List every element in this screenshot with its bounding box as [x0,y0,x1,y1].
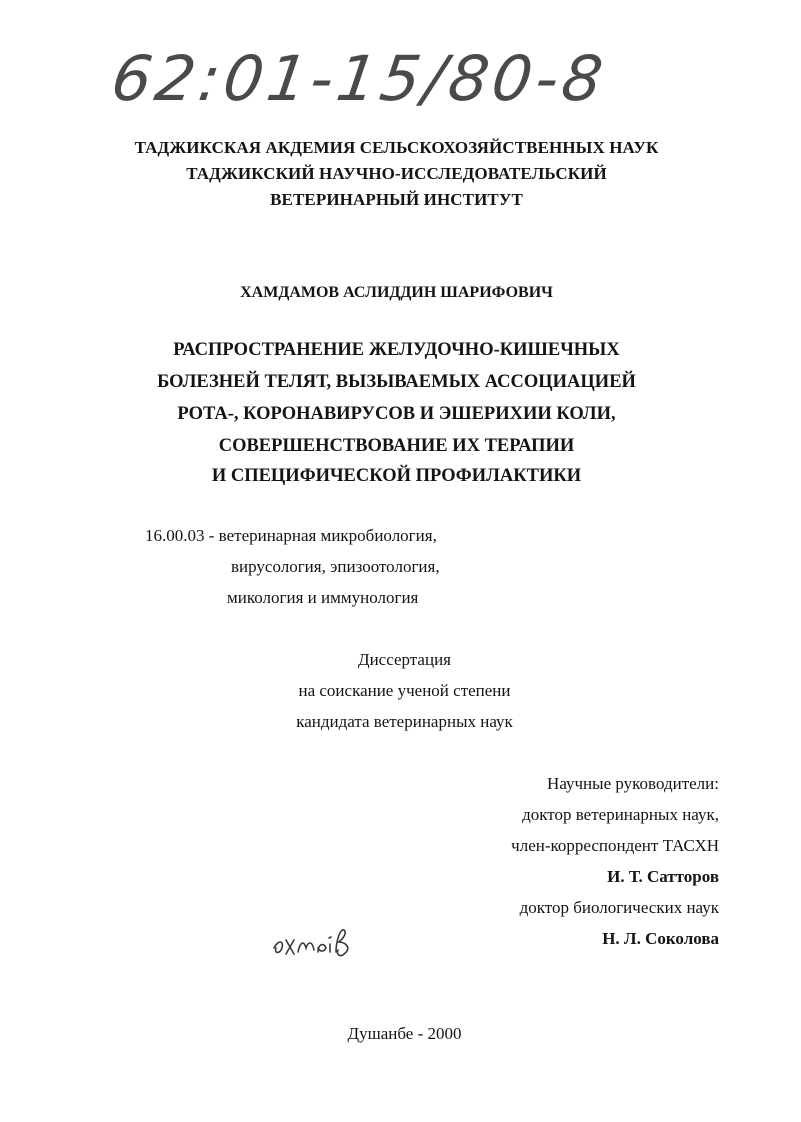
supervisor-1-degree: доктор ветеринарных наук, [522,805,719,824]
title-line-3: РОТА-, КОРОНАВИРУСОВ И ЭШЕРИХИИ КОЛИ, [177,404,616,424]
author-name: ХАМДАМОВ АСЛИДДИН ШАРИФОВИЧ [240,284,553,301]
handwritten-signature [270,918,370,966]
title-line-2: БОЛЕЗНЕЙ ТЕЛЯТ, ВЫЗЫВАЕМЫХ АССОЦИАЦИЕЙ [157,372,636,392]
svg-text:62:01-15/80-8: 62:01-15/80-8 [107,42,611,115]
specialty-code: 16.00.03 - ветеринарная микробиология, [145,526,437,545]
supervisor-1-name: И. Т. Сатторов [607,867,719,886]
org-academy: ТАДЖИКСКАЯ АКДЕМИЯ СЕЛЬСКОХОЗЯЙСТВЕННЫХ НАУК [134,138,659,157]
handwritten-archive-code [107,38,611,118]
supervisors-heading: Научные руководители: [547,774,719,793]
dissertation-degree-line1: на соискание ученой степени [298,681,511,700]
title-line-1: РАСПРОСТРАНЕНИЕ ЖЕЛУДОЧНО-КИШЕЧНЫХ [173,340,620,360]
supervisor-2-degree: доктор биологических наук [519,898,719,917]
specialty-line-3: микология и иммунология [227,588,419,607]
dissertation-degree-line2: кандидата ветеринарных наук [296,712,513,731]
org-institute-line2: ВЕТЕРИНАРНЫЙ ИНСТИТУТ [270,190,523,209]
supervisor-1-title: член-корреспондент ТАСХН [511,836,719,855]
city-year: Душанбе - 2000 [347,1024,462,1043]
org-institute-line1: ТАДЖИКСКИЙ НАУЧНО-ИССЛЕДОВАТЕЛЬСКИЙ [186,164,607,183]
supervisor-2-name: Н. Л. Соколова [602,929,719,948]
title-line-5: И СПЕЦИФИЧЕСКОЙ ПРОФИЛАКТИКИ [211,466,582,486]
dissertation-label: Диссертация [357,650,451,669]
title-line-4: СОВЕРШЕНСТВОВАНИЕ ИХ ТЕРАПИИ [218,436,575,456]
specialty-line-2: вирусология, эпизоотология, [231,557,440,576]
